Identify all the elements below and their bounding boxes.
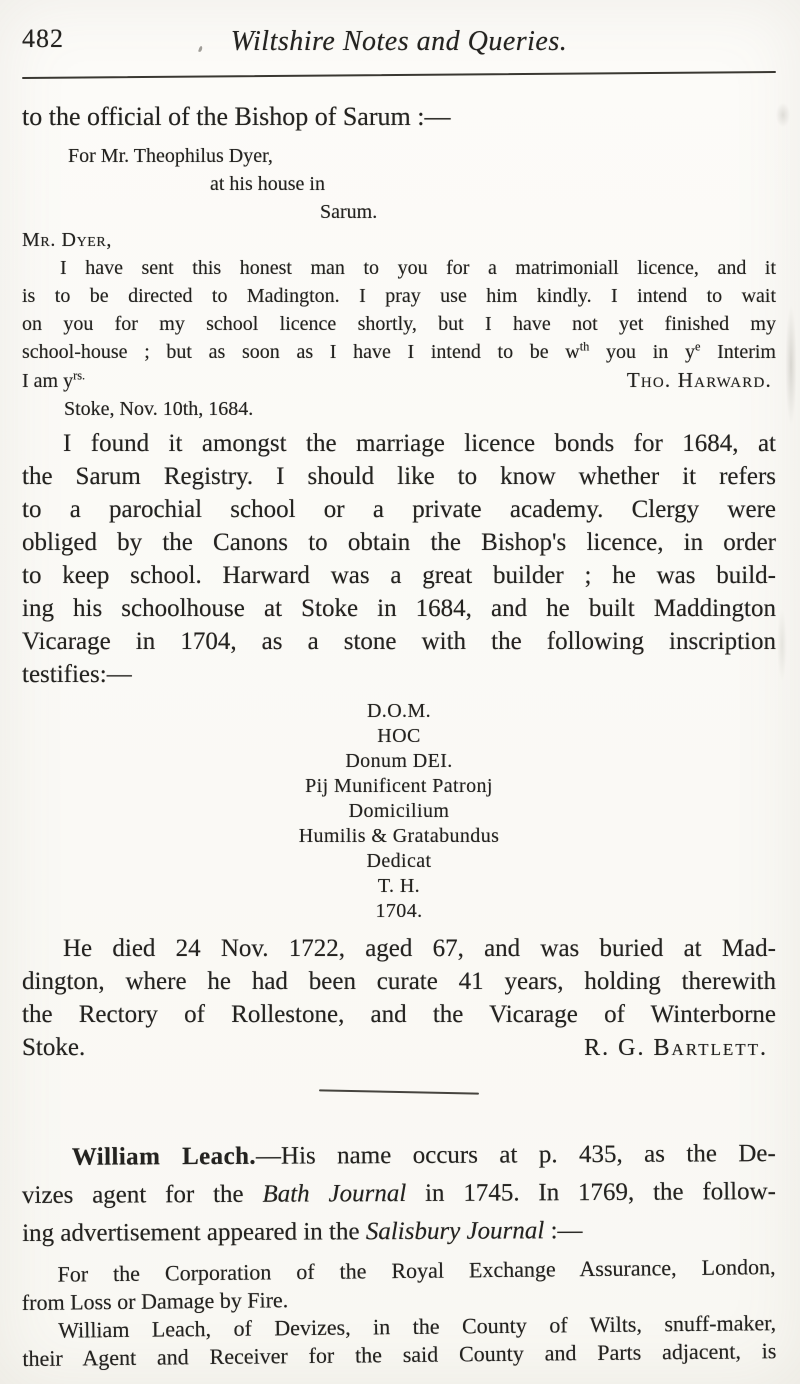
paragraph-line: the Sarum Registry. I should like to know whether it refers — [22, 463, 776, 490]
inscription-line: HOC — [377, 725, 421, 747]
obituary-paragraph — [22, 932, 776, 1065]
paragraph-text: ing advertisement appeared in the — [22, 1218, 366, 1247]
author-signature: R. G. Bartlett. — [584, 1035, 768, 1061]
paragraph-line: I found it amongst the marriage licence bonds for 1684, at — [63, 430, 776, 457]
letter-block — [22, 142, 776, 423]
letter-body-text: Interim — [700, 341, 776, 363]
superscript-e: e — [694, 339, 701, 354]
letter-body-text: school-house ; but as soon as I have I intend to be w — [22, 341, 580, 363]
journal-name: Bath Journal — [262, 1179, 407, 1208]
paragraph-text: Stoke. — [22, 1034, 86, 1061]
page-number: 482 — [22, 24, 64, 53]
inscription-line: Domicilium — [348, 800, 450, 822]
inscription-line: D.O.M. — [366, 700, 432, 722]
entry-title: William Leach. — [71, 1142, 257, 1171]
paragraph-line: testifies:— — [22, 661, 132, 688]
paragraph-text: in 1745. In 1769, the follow- — [406, 1178, 777, 1207]
paragraph-line: to a parochial school or a private academy. Clergy were — [22, 496, 776, 523]
superscript-rs: rs. — [73, 368, 86, 383]
letter-address-line: Sarum. — [320, 201, 378, 223]
inscription-line: Donum DEI. — [345, 750, 453, 772]
paragraph-line: the Rectory of Rollestone, and the Vicarage of Winterborne — [22, 1001, 776, 1028]
advert-line: their Agent and Receiver for the said County and Parts adjacent, is — [22, 1338, 777, 1371]
letter-closing-line — [22, 366, 776, 395]
intro-line: to the official of the Bishop of Sarum :— — [22, 102, 451, 131]
letter-body-line: is to be directed to Madington. I pray use him kindly. I intend to wait — [22, 285, 776, 307]
leach-note — [22, 1135, 777, 1253]
paragraph-line: to keep school. Harward was a great builder ; he was build- — [22, 562, 776, 589]
letter-body-line: on you for my school licence shortly, but I have not yet finished my — [22, 313, 776, 335]
scan-smudge — [774, 100, 792, 130]
paragraph-text: :— — [544, 1217, 583, 1245]
inscription-line: Pij Munificent Patronj — [305, 775, 493, 797]
letter-body-line: I have sent this honest man to you for a matrimoniall licence, and it — [60, 257, 776, 279]
paragraph-line: obliged by the Canons to obtain the Bishop's licence, in order — [22, 529, 776, 556]
paragraph-last-line — [22, 1031, 776, 1065]
inscription-line: Dedicat — [366, 850, 432, 872]
paragraph-text: —His name occurs at p. 435, as the De- — [255, 1140, 776, 1170]
scan-smudge — [784, 290, 798, 440]
journal-name: Salisbury Journal — [365, 1217, 545, 1246]
paragraph-line: dington, where he had been curate 41 years, holding therewith — [22, 968, 776, 995]
letter-body-text: you in y — [589, 341, 695, 363]
advert-line: William Leach, of Devizes, in the County of Wilts, snuff-maker, — [58, 1310, 777, 1343]
letter-salutation: Mr. Dyer, — [22, 229, 112, 251]
inscription-line: 1704. — [375, 900, 423, 922]
paragraph-line: Vicarage in 1704, as a stone with the following inscription — [22, 628, 776, 655]
letter-signature: Tho. Harward. — [626, 368, 772, 392]
paragraph-line — [22, 1211, 776, 1253]
letter-valediction — [22, 367, 85, 395]
advert-line: For the Corporation of the Royal Exchange Assurance, London, — [57, 1254, 776, 1287]
paragraph-line: He died 24 Nov. 1722, aged 67, and was buried at Mad- — [63, 935, 776, 962]
inscription-line: Humilis & Gratabundus — [298, 825, 500, 847]
query-paragraph — [22, 427, 776, 691]
running-title: Wiltshire Notes and Queries. — [230, 26, 568, 57]
stone-inscription — [22, 699, 776, 924]
running-header — [22, 0, 776, 60]
superscript-th: th — [579, 339, 590, 354]
advertisement-block — [21, 1253, 776, 1373]
section-divider-rule — [319, 1089, 479, 1094]
letter-address-line: at his house in — [210, 173, 325, 195]
advert-line: from Loss or Damage by Fire. — [21, 1287, 289, 1316]
header-rule — [22, 71, 776, 79]
paragraph-line: ing his schoolhouse at Stoke in 1684, and he built Maddington — [22, 595, 776, 622]
paragraph-line — [22, 1173, 776, 1215]
letter-body-line — [22, 338, 776, 366]
letter-dateline: Stoke, Nov. 10th, 1684. — [64, 398, 254, 420]
paragraph-text: vizes agent for the — [21, 1180, 263, 1209]
inscription-line: T. H. — [377, 875, 421, 897]
paragraph-line — [22, 1135, 776, 1177]
letter-address-line: For Mr. Theophilus Dyer, — [68, 145, 273, 167]
letter-valediction-text: I am y — [22, 370, 74, 392]
scan-smudge — [776, 600, 788, 690]
